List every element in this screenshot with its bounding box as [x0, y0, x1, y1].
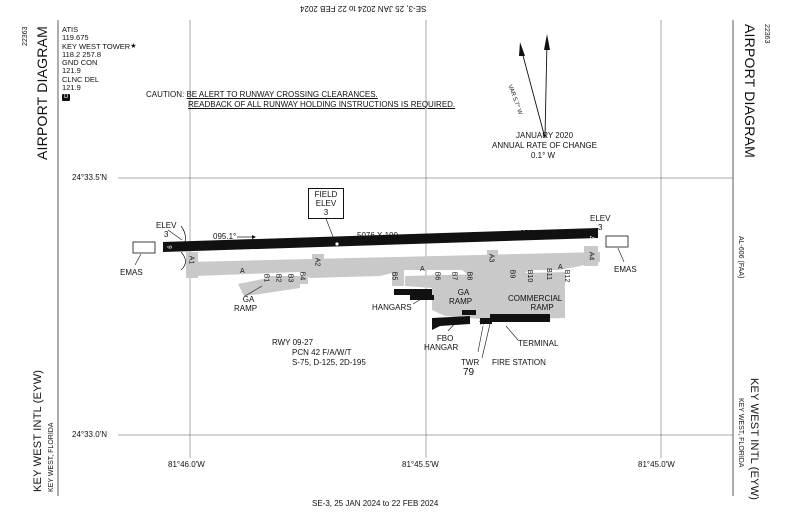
chart-title-right: AIRPORT DIAGRAM — [742, 24, 758, 158]
twy-a1: A1 — [187, 255, 195, 265]
elev-west-label: ELEV — [156, 221, 177, 230]
ga-ramp-west — [234, 295, 257, 313]
elev-east-label: ELEV — [590, 214, 611, 223]
commercial-ramp-l1: COMMERCIAL — [508, 294, 563, 303]
svg-text:☆: ☆ — [477, 317, 487, 327]
emas-west-label: EMAS — [120, 268, 143, 277]
mag-rate-label: ANNUAL RATE OF CHANGE — [492, 141, 597, 150]
rwy-designator-27: 27 — [590, 235, 597, 243]
emas-east — [606, 236, 628, 247]
runway-dimensions: 5076 X 100 — [357, 231, 398, 240]
rwy-info-title: RWY 09-27 — [272, 338, 314, 347]
twy-a-mid: A — [420, 266, 425, 273]
heading-west: 095.1° — [213, 232, 237, 241]
tower-label: KEY WEST TOWER — [62, 41, 131, 51]
airport-name-left: KEY WEST INTL (EYW) — [32, 369, 44, 492]
elev-east: 3 — [598, 223, 603, 232]
airport-name-right: KEY WEST INTL (EYW) — [748, 378, 760, 501]
location-right: KEY WEST, FLORIDA — [737, 398, 744, 468]
lon-mid: 81°45.5'W — [402, 460, 439, 469]
elev-west: 3 — [164, 230, 169, 239]
mag-rate: 0.1° W — [531, 151, 556, 160]
twy-b4: B4 — [298, 271, 306, 281]
location-left: KEY WEST, FLORIDA — [48, 422, 55, 492]
twy-b7: B7 — [450, 271, 458, 281]
fbo-hangar-l2: HANGAR — [424, 343, 459, 352]
field-elevation-box — [308, 188, 344, 219]
chart-id-right: 22363 — [763, 24, 770, 44]
tower-freq: 118.2 257.8 — [62, 49, 102, 59]
field-elev-label2: ELEV — [315, 199, 337, 208]
fire-station-label: FIRE STATION — [492, 358, 546, 367]
rwy-info-pcn: PCN 42 F/A/W/T — [292, 348, 352, 357]
lon-right: 81°45.0'W — [638, 460, 675, 469]
emas-west — [133, 242, 155, 253]
caution-label: CAUTION: — [146, 90, 185, 99]
emas-east-label: EMAS — [614, 265, 637, 274]
lat-top: 24°33.5'N — [72, 173, 107, 182]
twy-a-west: A — [240, 268, 245, 275]
caution-line2: READBACK OF ALL RUNWAY HOLDING INSTRUCTIONS IS REQUIRED. — [188, 100, 456, 109]
twy-a3: A3 — [487, 253, 495, 263]
clnc-label: CLNC DEL — [62, 74, 100, 84]
twy-b12: B12 — [563, 269, 571, 283]
twy-b6: B6 — [433, 271, 441, 281]
tower-label: TWR — [461, 358, 480, 367]
gnd-freq: 121.9 — [62, 66, 81, 76]
twy-a-east: A — [558, 264, 563, 271]
twy-b1: B1 — [262, 273, 270, 283]
ga-ramp-east-l1: GA — [457, 288, 470, 297]
part-time-star-icon: ★ — [130, 42, 137, 50]
var-label: VAR 5.7° W — [506, 84, 523, 116]
atis-freq: 119.675 — [62, 33, 89, 43]
chart-title-left: AIRPORT DIAGRAM — [34, 26, 50, 160]
gnd-label: GND CON — [62, 58, 98, 68]
field-elev-label1: FIELD — [314, 190, 338, 199]
ga-ramp-west-l2: RAMP — [234, 304, 258, 313]
twy-a2: A2 — [313, 257, 321, 267]
clnc-freq: 121.9 — [62, 83, 81, 93]
bottom-edition-text: SE-3, 25 JAN 2024 to 22 FEB 2024 — [312, 499, 439, 508]
heading-east: 275.1° — [520, 229, 544, 238]
commercial-ramp-l2: RAMP — [530, 303, 554, 312]
terminal-label: TERMINAL — [518, 339, 559, 348]
caution-line1: BE ALERT TO RUNWAY CROSSING CLEARANCES. — [186, 90, 378, 99]
fbo-hangar — [424, 334, 458, 352]
chart-id-left: 22363 — [22, 26, 29, 46]
hangars-label: HANGARS — [372, 303, 412, 312]
rwy-info-weights: S-75, D-125, 2D-195 — [292, 358, 366, 367]
twy-b8: B8 — [465, 271, 473, 281]
ga-ramp-east — [449, 288, 472, 306]
caution-note — [146, 90, 455, 110]
twy-b11: B11 — [544, 268, 552, 280]
commercial-ramp — [508, 294, 562, 312]
lon-left: 81°46.0'W — [168, 460, 205, 469]
twy-b5: B5 — [390, 271, 398, 281]
frequency-block — [62, 26, 137, 101]
twy-a4: A4 — [587, 251, 595, 261]
field-elev-value: 3 — [323, 208, 329, 217]
lat-bottom: 24°33.0'N — [72, 430, 107, 439]
rwy-designator-9: 9 — [165, 245, 172, 249]
twy-b2: B2 — [274, 273, 282, 283]
atis-label: ATIS — [62, 25, 79, 34]
north-arrows — [519, 34, 550, 138]
mag-date: JANUARY 2020 — [516, 131, 574, 140]
fbo-hangar-l1: FBO — [436, 334, 454, 343]
top-edition-text: SE-3, 25 JAN 2024 to 22 FEB 2024 — [300, 4, 427, 13]
twy-b10: B10 — [526, 269, 534, 283]
pdc-badge: D — [64, 94, 69, 101]
ga-ramp-east-l2: RAMP — [449, 297, 473, 306]
twy-b9: B9 — [508, 269, 516, 279]
tower-height: 79 — [463, 367, 475, 378]
al-number: AL-606 (FAA) — [737, 236, 744, 279]
twy-b3: B3 — [286, 273, 294, 283]
ga-ramp-west-l1: GA — [242, 295, 255, 304]
